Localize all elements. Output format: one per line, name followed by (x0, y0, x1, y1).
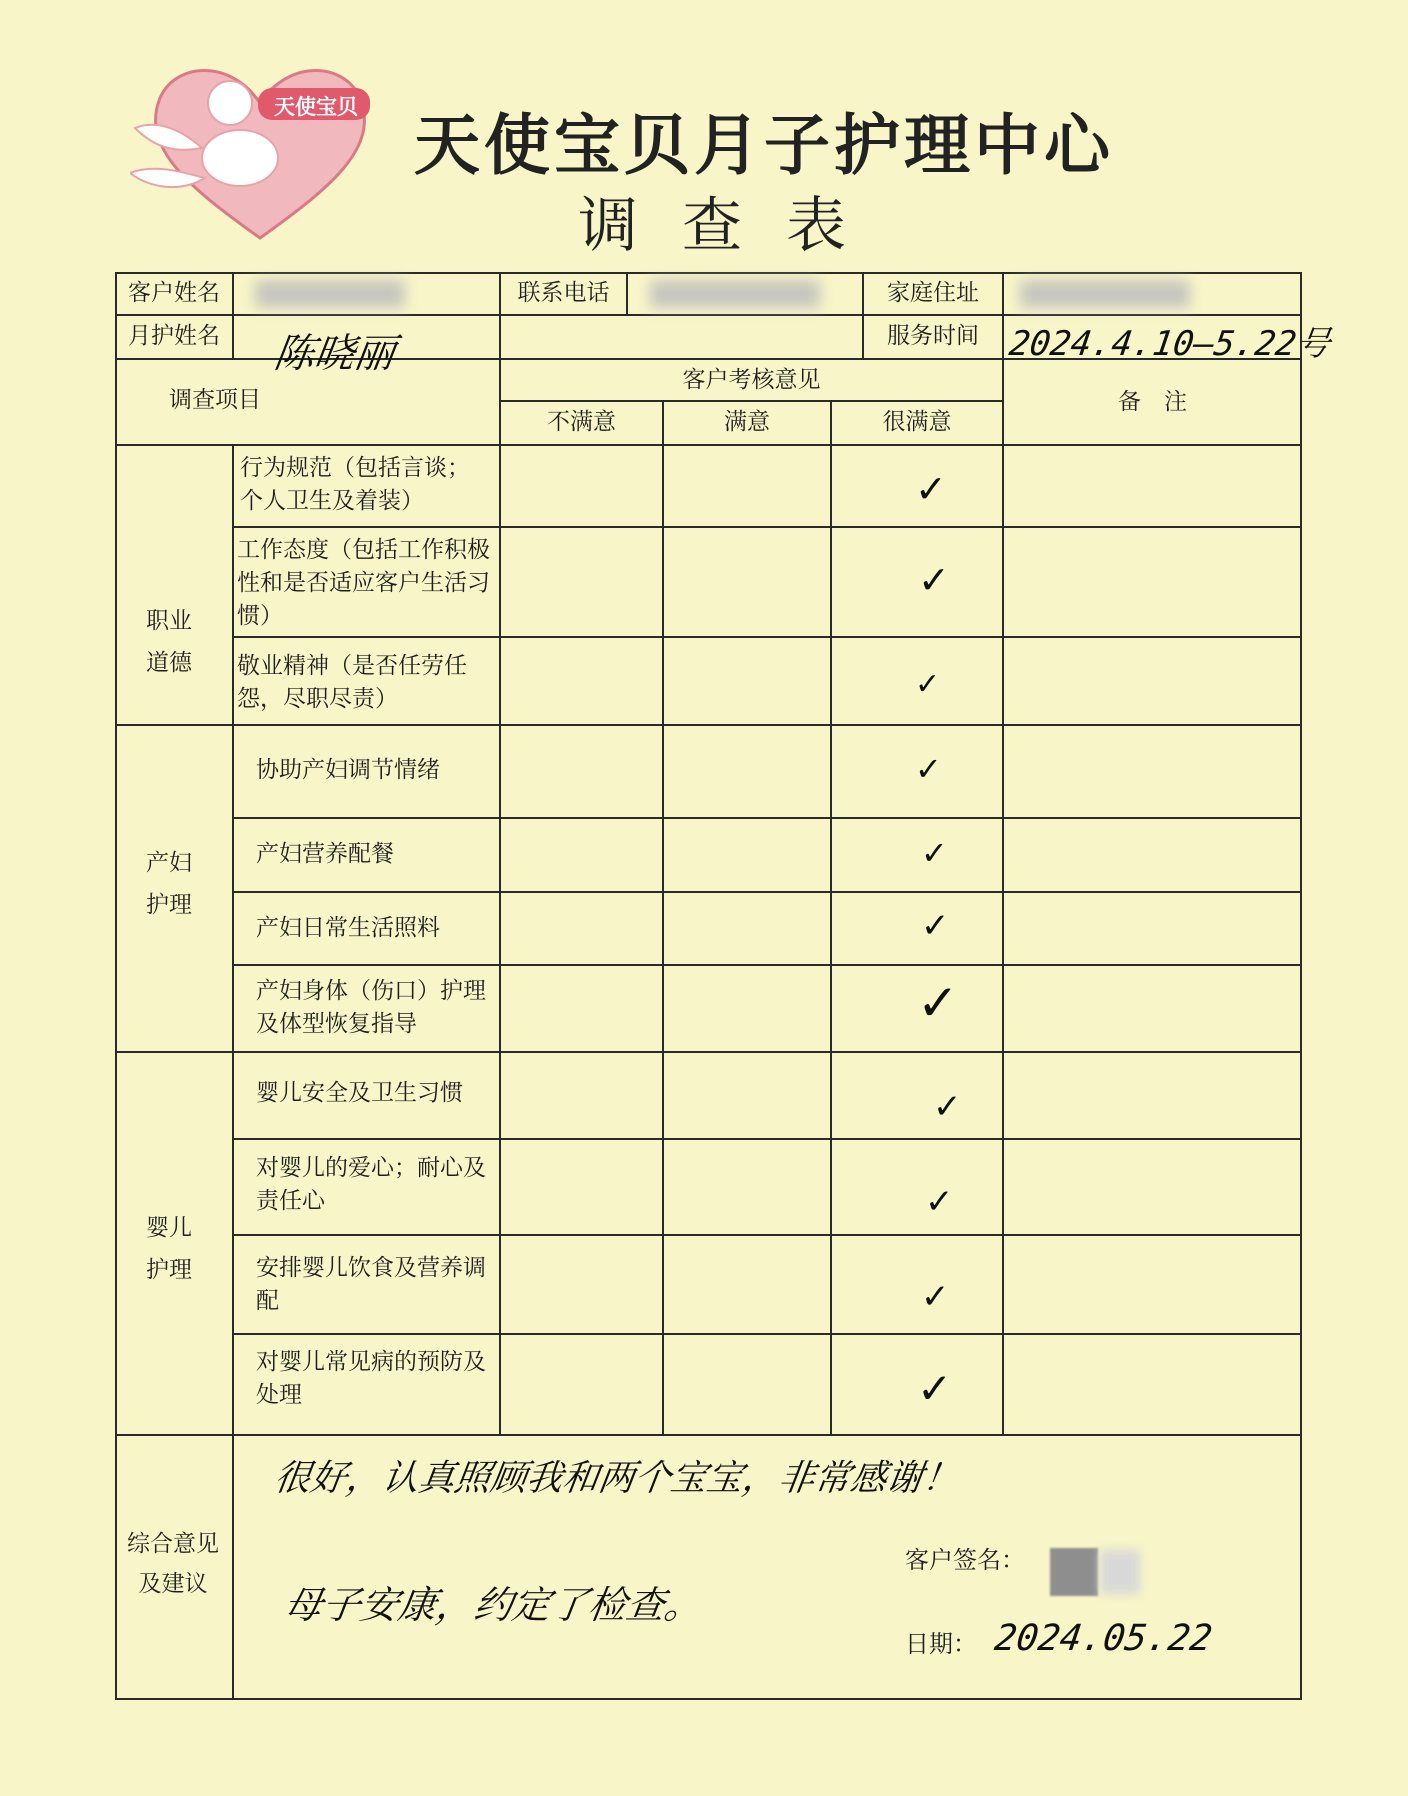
date-label: 日期： (905, 1630, 977, 1658)
date-value: 2024.05.22 (992, 1618, 1215, 1659)
item-dedication: 敬业精神（是否任劳任怨，尽职尽责） (237, 653, 467, 712)
item-infant-illness: 对婴儿常见病的预防及处理 (256, 1349, 486, 1408)
item-infant-love: 对婴儿的爱心；耐心及责任心 (256, 1155, 486, 1214)
phone-label: 联系电话 (517, 280, 610, 306)
item-work-attitude: 工作态度（包括工作积极性和是否适应客户生活习惯） (237, 537, 490, 629)
page-title: 天使宝贝月子护理中心 (414, 107, 1114, 184)
check-mark: ✓ (925, 1182, 954, 1222)
signature-redaction (1050, 1548, 1098, 1596)
signature-label: 客户签名： (905, 1546, 1025, 1574)
check-mark: ✓ (915, 750, 942, 788)
page-subtitle: 调查表 (578, 191, 890, 261)
col-very-satisfied: 很满意 (882, 409, 952, 435)
customer-name-label: 客户姓名 (128, 280, 220, 306)
nurse-name-value: 陈晓丽 (271, 331, 398, 377)
survey-item-header: 调查项目 (169, 387, 261, 413)
check-mark: ✓ (917, 974, 959, 1032)
col-satisfied: 满意 (724, 409, 770, 435)
check-mark: ✓ (921, 906, 950, 946)
check-mark: ✓ (918, 558, 950, 602)
item-daily-care: 产妇日常生活照料 (256, 915, 440, 941)
opinion-header: 客户考核意见 (682, 367, 821, 393)
address-label: 家庭住址 (887, 280, 979, 306)
check-mark: ✓ (921, 834, 948, 872)
category-professional-ethics: 职业道德 (146, 608, 192, 676)
service-time-value: 2024.4.10—5.22号 (1006, 324, 1333, 364)
check-mark: ✓ (933, 1087, 962, 1127)
check-mark: ✓ (915, 667, 941, 702)
item-infant-safety: 婴儿安全及卫生习惯 (256, 1080, 463, 1106)
remarks-header: 备 注 (1118, 389, 1187, 415)
survey-form (115, 272, 1333, 1700)
category-infant-care: 婴儿护理 (146, 1215, 192, 1283)
phone-redaction (650, 280, 820, 308)
customer-name-redaction (255, 280, 405, 308)
signature-redaction-blur (1100, 1550, 1140, 1594)
logo-text: 天使宝贝 (274, 95, 358, 119)
item-nutrition-meals: 产妇营养配餐 (256, 841, 394, 867)
item-body-recovery: 产妇身体（伤口）护理及体型恢复指导 (256, 978, 486, 1037)
col-dissatisfied: 不满意 (547, 409, 616, 435)
category-maternal-care: 产妇护理 (146, 850, 192, 918)
service-time-label: 服务时间 (887, 323, 979, 349)
check-mark: ✓ (917, 1364, 953, 1413)
nurse-name-label: 月护姓名 (128, 323, 220, 349)
check-mark: ✓ (915, 467, 947, 511)
summary-label: 综合意见及建议 (127, 1531, 219, 1597)
check-mark: ✓ (921, 1277, 950, 1317)
item-mood-regulation: 协助产妇调节情绪 (256, 757, 440, 783)
item-infant-feeding: 安排婴儿饮食及营养调配 (256, 1255, 486, 1314)
summary-comment-line2: 母子安康，约定了检查。 (281, 1583, 706, 1627)
address-redaction (1020, 280, 1190, 308)
item-behavior: 行为规范（包括言谈；个人卫生及着装） (240, 455, 470, 514)
summary-comment-line1: 很好，认真照顾我和两个宝宝，非常感谢！ (271, 1458, 962, 1499)
